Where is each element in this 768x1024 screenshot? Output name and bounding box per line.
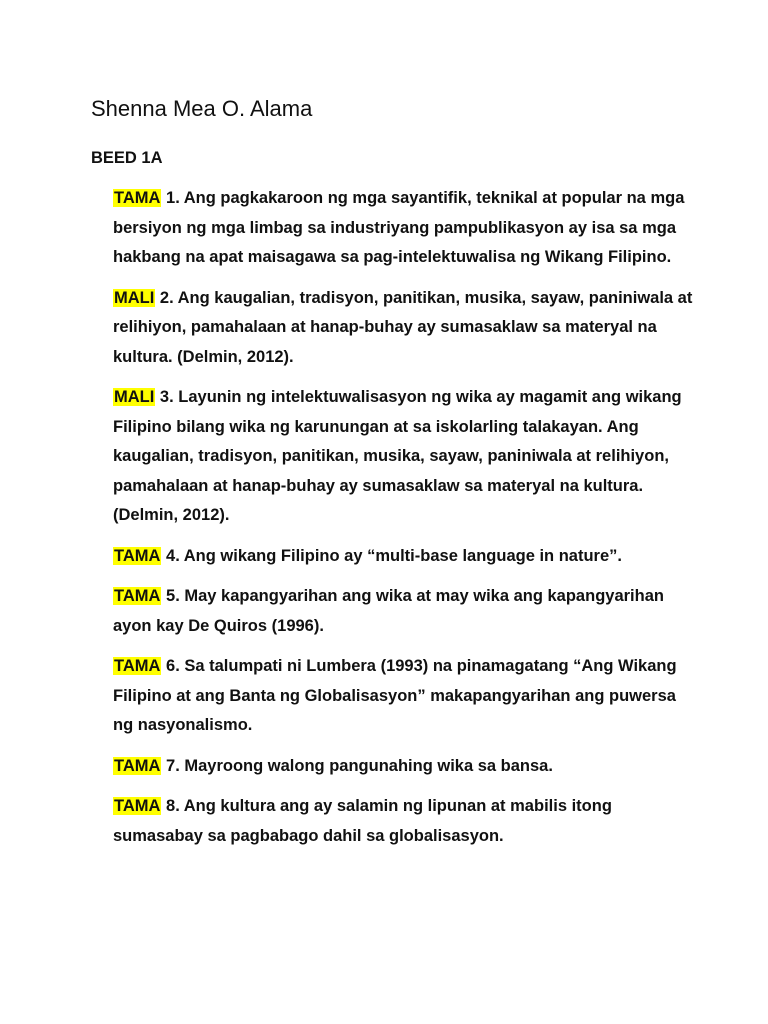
answer-highlight-4: TAMA: [114, 546, 161, 565]
statement-text-4: 4. Ang wikang Filipino ay “multi-base language in nature”.: [161, 546, 622, 565]
statement-text-5: 5. May kapangyarihan ang wika at may wika ang kapangyarihan ayon kay De Quiros (1996).: [113, 587, 664, 635]
answer-item-7: [113, 752, 693, 782]
student-section: BEED 1A: [91, 149, 163, 167]
answer-highlight-2: MALI: [114, 288, 155, 307]
answer-item-5: [113, 582, 693, 641]
answer-highlight-3: MALI: [114, 388, 155, 406]
statement-text-3: 3. Layunin ng intelektuwalisasyon ng wika ay magamit ang wikang Filipino bilang wika ng karunungan at sa iskolarling talakayan. Ang kaugalian, tradisyon, panitikan, musika, sayaw, paniniwala at relihiyon, pamahalaan at hanap-buhay ay sumasaklaw sa materyal na kultura. (Delmin, 2012).: [113, 388, 682, 524]
statement-text-1: 1. Ang pagkakaroon ng mga sayantifik, teknikal at popular na mga bersiyon ng mga limbag sa industriyang pampublikasyon ay isa sa mga hakbang na apat maisagawa sa pag-intelektuwalisa ng Wikang Filipino.: [113, 189, 685, 266]
answer-highlight-7: TAMA: [114, 756, 161, 775]
answer-item-4: [113, 542, 693, 572]
answer-item-3: [113, 383, 693, 531]
statement-text-6: 6. Sa talumpati ni Lumbera (1993) na pinamagatang “Ang Wikang Filipino at ang Banta ng Globalisasyon” makapangyarihan ang puwersa ng nasyonalismo.: [113, 657, 677, 734]
answer-highlight-1: TAMA: [114, 189, 161, 207]
statement-text-7: 7. Mayroong walong pangunahing wika sa bansa.: [161, 756, 553, 775]
answer-highlight-6: TAMA: [114, 657, 161, 675]
answer-list: [113, 184, 693, 862]
statement-text-2: 2. Ang kaugalian, tradisyon, panitikan, musika, sayaw, paniniwala at relihiyon, pamahalaan at hanap-buhay ay sumasaklaw sa materyal na kultura. (Delmin, 2012).: [113, 288, 693, 366]
statement-text-8: 8. Ang kultura ang ay salamin ng lipunan at mabilis itong sumasabay sa pagbabago dahil sa globalisasyon.: [113, 797, 612, 845]
answer-item-1: [113, 184, 693, 273]
answer-item-6: [113, 652, 693, 741]
answer-item-8: [113, 792, 693, 851]
answer-item-2: [113, 284, 693, 373]
answer-highlight-5: TAMA: [114, 587, 161, 605]
answer-highlight-8: TAMA: [114, 797, 161, 815]
student-name: Shenna Mea O. Alama: [91, 96, 313, 121]
